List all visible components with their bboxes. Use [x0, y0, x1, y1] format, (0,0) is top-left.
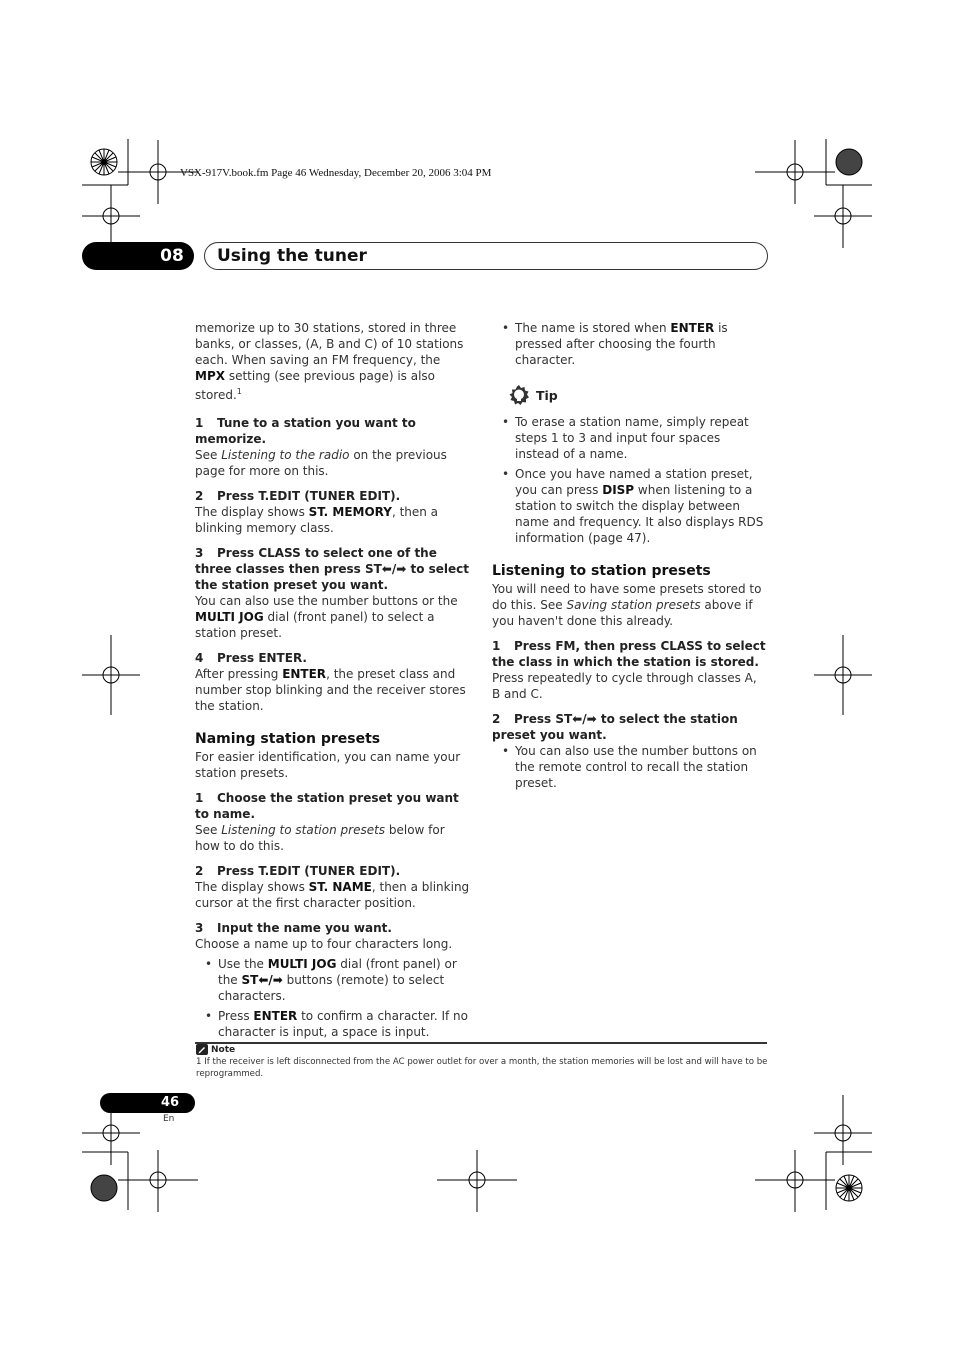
chapter-number: 08 — [160, 246, 184, 266]
listening-heading: Listening to station presets — [492, 563, 711, 579]
lightbulb-icon — [506, 384, 532, 408]
step-3-text: You can also use the number buttons or the MULTI JOG dial (front panel) to select a station preset. — [195, 594, 458, 640]
list-item: • Press ENTER to confirm a character. If no character is input, a space is input. — [195, 1008, 471, 1040]
list-item: • To erase a station name, simply repeat steps 1 to 3 and input four spaces instead of a name. — [492, 414, 768, 462]
listening-step-2-title: 2 Press ST⬅/➡ to select the station preset you want. — [492, 712, 738, 742]
right-column — [492, 320, 768, 791]
step-3-title: 3 Press CLASS to select one of the three classes then press ST⬅/➡ to select the station preset you want. — [195, 546, 470, 592]
tip-header — [492, 384, 768, 408]
list-item: • You can also use the number buttons on the remote control to recall the station preset. — [492, 743, 768, 791]
tip-label: Tip — [536, 388, 558, 403]
footnote-rule — [195, 1042, 767, 1044]
naming-heading: Naming station presets — [195, 731, 381, 747]
naming-step-1-text: See Listening to station presets below for how to do this. — [195, 823, 445, 853]
chapter-title: Using the tuner — [217, 246, 367, 266]
listening-step-1-title: 1 Press FM, then press CLASS to select the class in which the station is stored. — [492, 639, 766, 669]
naming-intro: For easier identification, you can name your station presets. — [195, 750, 461, 780]
step-2-text: The display shows ST. MEMORY, then a blinking memory class. — [195, 505, 439, 535]
left-column — [195, 320, 471, 1040]
naming-step-1-title: 1 Choose the station preset you want to name. — [195, 791, 459, 821]
listening-step-1-text: Press repeatedly to cycle through classes A, B and C. — [492, 671, 757, 701]
step-4-title: 4 Press ENTER. — [195, 651, 307, 665]
list-item: • Once you have named a station preset, you can press DISP when listening to a station to switch the display between name and frequency. It also displays RDS information (page 47). — [492, 466, 768, 546]
list-item: • Use the MULTI JOG dial (front panel) or the ST⬅/➡ buttons (remote) to select characters. — [195, 956, 471, 1004]
file-header: VSX-917V.book.fm Page 46 Wednesday, December 20, 2006 3:04 PM — [180, 167, 492, 179]
naming-step-2-text: The display shows ST. NAME, then a blinking cursor at the first character position. — [195, 880, 470, 910]
naming-step-3-text: Choose a name up to four characters long. — [195, 937, 453, 951]
naming-step-3-title: 3 Input the name you want. — [195, 921, 392, 935]
step-2-title: 2 Press T.EDIT (TUNER EDIT). — [195, 489, 401, 503]
language-code: En — [163, 1114, 175, 1124]
page-number: 46 — [160, 1095, 180, 1110]
note-label: Note — [211, 1044, 236, 1055]
footnote-text: 1 If the receiver is left disconnected from the AC power outlet for over a month, the station memories will be lost and will have to be reprogrammed. — [196, 1057, 768, 1079]
note-header — [196, 1044, 235, 1055]
pencil-icon — [196, 1044, 208, 1055]
listening-intro: You will need to have some presets stored to do this. See Saving station presets above if you haven't done this already. — [492, 582, 762, 628]
step-1-title: 1 Tune to a station you want to memorize. — [195, 416, 416, 446]
list-item: • The name is stored when ENTER is pressed after choosing the fourth character. — [492, 320, 768, 368]
intro-paragraph: memorize up to 30 stations, stored in three banks, or classes, (A, B and C) of 10 stations each. When saving an FM frequency, the MPX setting (see previous page) is also stored.$^1$ — [195, 321, 464, 402]
step-1-text: See Listening to the radio on the previous page for more on this. — [195, 448, 447, 478]
step-4-text: After pressing ENTER, the preset class and number stop blinking and the receiver stores the station. — [195, 667, 466, 713]
naming-step-2-title: 2 Press T.EDIT (TUNER EDIT). — [195, 864, 401, 878]
